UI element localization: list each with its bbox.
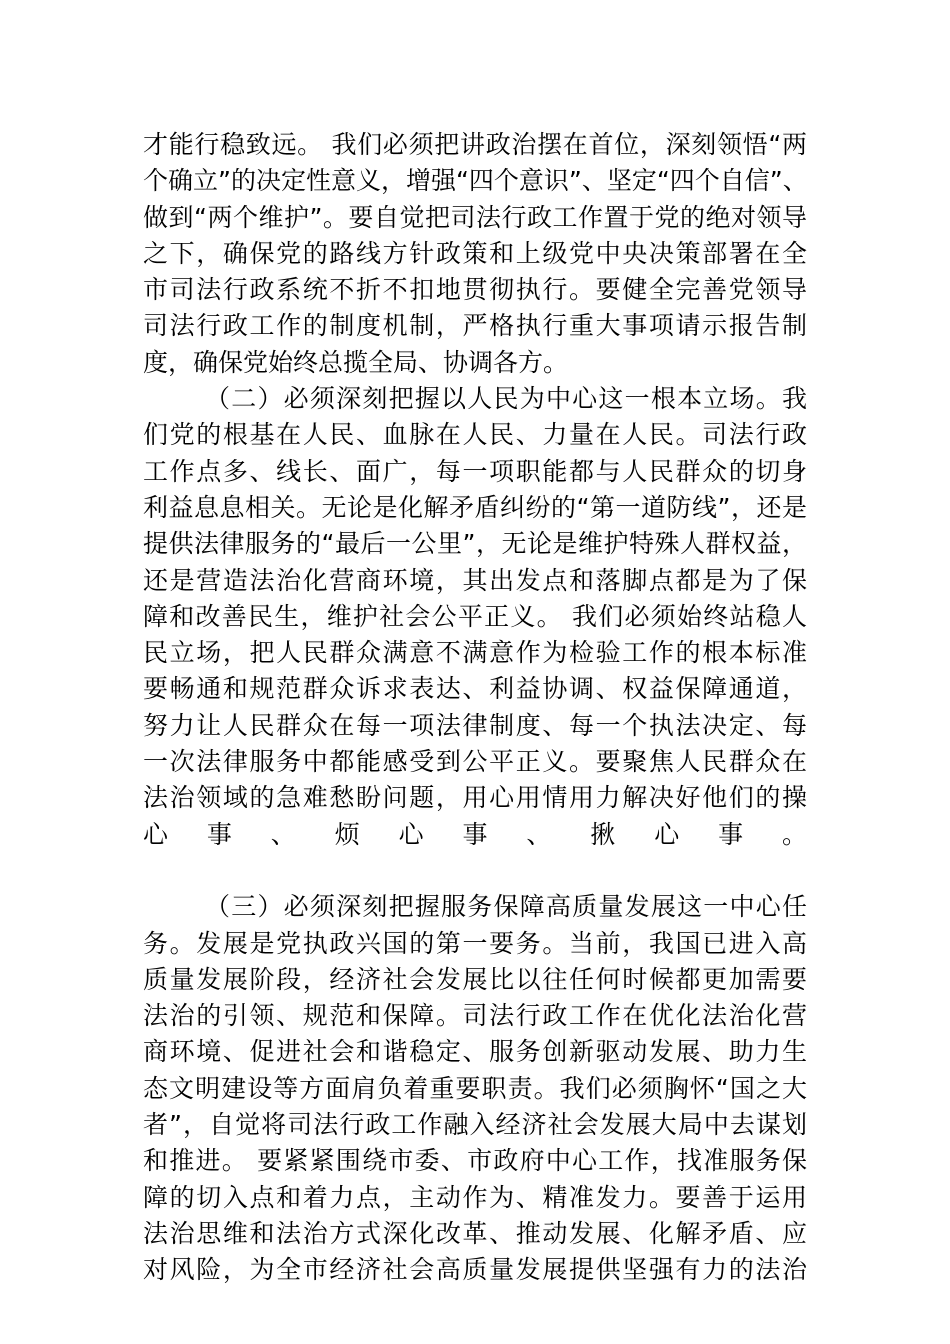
paragraph-1 — [143, 127, 807, 381]
text-line: 法治的引领、规范和保障。司法行政工作在优化法治化营 — [143, 1001, 807, 1031]
text-line: 提供法律服务的“最后一公里”，无论是维护特殊人群权益， — [143, 529, 807, 559]
text-line: 之下，确保党的路线方针政策和上级党中央决策部署在全 — [143, 238, 807, 268]
text-line: 个确立”的决定性意义，增强“四个意识”、坚定“四个自信”、 — [143, 166, 808, 196]
text-line: 商环境、促进社会和谐稳定、服务创新驱动发展、助力生 — [143, 1037, 807, 1067]
text-line: 还是营造法治化营商环境，其出发点和落脚点都是为了保 — [143, 565, 807, 595]
text-line: 要畅通和规范群众诉求表达、利益协调、权益保障通道， — [143, 674, 807, 704]
text-line: 市司法行政系统不折不扣地贯彻执行。要健全完善党领导 — [143, 275, 807, 305]
text-line: 障的切入点和着力点，主动作为、精准发力。要善于运用 — [143, 1182, 807, 1212]
text-line: 们党的根基在人民、血脉在人民、力量在人民。司法行政 — [143, 420, 807, 450]
text-line: 度，确保党始终总揽全局、协调各方。 — [143, 347, 569, 377]
section-heading-line: （二）必须深刻把握以人民为中心这一根本立场。我 — [205, 384, 807, 414]
paragraph-3 — [143, 889, 807, 1288]
text-line: 和推进。 要紧紧围绕市委、市政府中心工作，找准服务保 — [143, 1146, 807, 1176]
text-line: 心事、烦心事、揪心事。 — [143, 819, 807, 849]
text-line: 者”，自觉将司法行政工作融入经济社会发展大局中去谋划 — [143, 1110, 807, 1140]
paragraph-2 — [143, 381, 807, 889]
text-line: 利益息息相关。无论是化解矛盾纠纷的“第一道防线”，还是 — [143, 492, 807, 522]
text-line — [143, 853, 807, 889]
text-line: 工作点多、线长、面广，每一项职能都与人民群众的切身 — [143, 456, 807, 486]
text-line: 努力让人民群众在每一项法律制度、每一个执法决定、每 — [143, 710, 807, 740]
document-body — [143, 127, 807, 1289]
text-line: 民立场，把人民群众满意不满意作为检验工作的根本标准 — [143, 638, 807, 668]
text-line: 法治思维和法治方式深化改革、推动发展、化解矛盾、应 — [143, 1218, 807, 1248]
text-line: 对风险，为全市经济社会高质量发展提供坚强有力的法治 — [143, 1255, 807, 1285]
text-line: 务。发展是党执政兴国的第一要务。当前，我国已进入高 — [143, 928, 807, 958]
text-line: 质量发展阶段，经济社会发展比以往任何时候都更加需要 — [143, 964, 807, 994]
text-line: 一次法律服务中都能感受到公平正义。要聚焦人民群众在 — [143, 747, 807, 777]
text-line: 司法行政工作的制度机制，严格执行重大事项请示报告制 — [143, 311, 807, 341]
text-line: 才能行稳致远。 我们必须把讲政治摆在首位，深刻领悟“两 — [143, 130, 807, 159]
text-line: 态文明建设等方面肩负着重要职责。我们必须胸怀“国之大 — [143, 1073, 807, 1103]
text-line: 障和改善民生，维护社会公平正义。 我们必须始终站稳人 — [143, 601, 807, 631]
text-line: 法治领域的急难愁盼问题，用心用情用力解决好他们的操 — [143, 783, 807, 813]
section-heading-line: （三）必须深刻把握服务保障高质量发展这一中心任 — [205, 892, 807, 922]
text-line: 做到“两个维护”。要自觉把司法行政工作置于党的绝对领导 — [143, 202, 807, 232]
